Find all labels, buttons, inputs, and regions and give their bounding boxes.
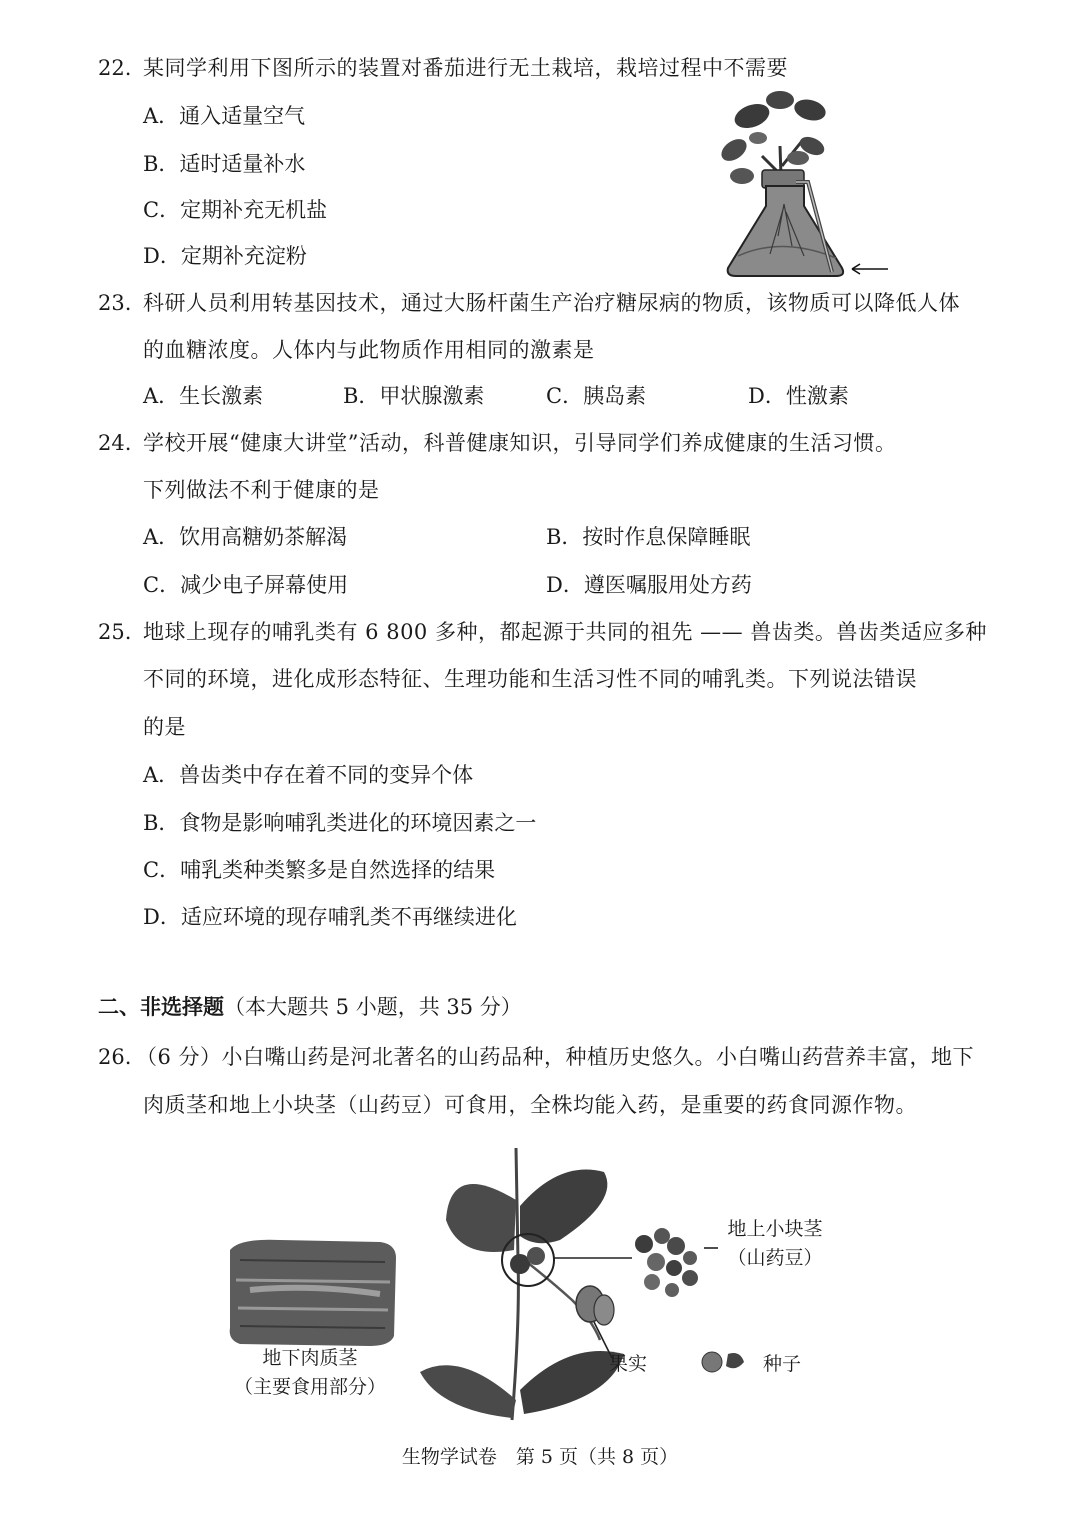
q25-option-c: C．哺乳类种类繁多是自然选择的结果 (143, 858, 496, 882)
q26-stem-line-2: 肉质茎和地上小块茎（山药豆）可食用，全株均能入药，是重要的药食同源作物。 (143, 1093, 917, 1117)
q24-option-c: C．减少电子屏幕使用 (143, 573, 349, 597)
section-2-title: 二、非选择题 (98, 995, 224, 1019)
q23-stem-line-1: 科研人员利用转基因技术，通过大肠杆菌生产治疗糖尿病的物质，该物质可以降低人体 (143, 291, 960, 315)
section-2-header (98, 992, 522, 1022)
label-fruit: 果实 (608, 1353, 647, 1375)
q24-stem-line-1: 学校开展“健康大讲堂”活动，科普健康知识，引导同学们养成健康的生活习惯。 (143, 431, 897, 455)
yam-seed-image (702, 1352, 744, 1372)
q23-option-b: B．甲状腺激素 (343, 384, 485, 408)
label-bulbil-line-2: （山药豆） (727, 1247, 823, 1269)
label-bulbil-line-1: 地上小块茎 (727, 1218, 823, 1240)
q24-option-d: D．遵医嘱服用处方药 (546, 573, 752, 597)
q22-stem: 某同学利用下图所示的装置对番茄进行无土栽培，栽培过程中不需要 (143, 56, 788, 80)
q25-stem-line-2: 不同的环境，进化成形态特征、生理功能和生活习性不同的哺乳类。下列说法错误 (143, 667, 917, 691)
section-2-note: （本大题共 5 小题，共 35 分） (224, 995, 522, 1019)
q22-option-c: C．定期补充无机盐 (143, 198, 328, 222)
q22-option-b: B．适时适量补水 (143, 152, 306, 176)
q25-stem-line-1: 地球上现存的哺乳类有 6 800 多种，都起源于共同的祖先 —— 兽齿类。兽齿类适应多种 (143, 620, 987, 644)
hydroponic-flask-figure (712, 86, 892, 282)
q23-option-a: A．生长激素 (143, 384, 264, 408)
yam-fruit-image (576, 1286, 614, 1325)
q23-option-c: C．胰岛素 (546, 384, 647, 408)
q23-number: 23. (98, 291, 132, 315)
q24-option-b: B．按时作息保障睡眠 (546, 525, 751, 549)
label-tuber-line-2: （主要食用部分） (233, 1376, 386, 1398)
yam-bulbil-image (635, 1228, 698, 1297)
q23-option-d: D．性激素 (748, 384, 849, 408)
q24-option-a: A．饮用高糖奶茶解渴 (143, 525, 348, 549)
page-footer: 生物学试卷 第 5 页（共 8 页） (401, 1446, 679, 1468)
q22-option-a: A．通入适量空气 (143, 104, 306, 128)
q22-number: 22. (98, 56, 132, 80)
q23-stem-line-2: 的血糖浓度。人体内与此物质作用相同的激素是 (143, 338, 595, 362)
q22-option-d: D．定期补充淀粉 (143, 244, 307, 268)
q25-option-d: D．适应环境的现存哺乳类不再继续进化 (143, 905, 517, 929)
label-seed: 种子 (762, 1353, 801, 1375)
label-tuber-line-1: 地下肉质茎 (262, 1347, 358, 1369)
q25-option-a: A．兽齿类中存在着不同的变异个体 (143, 763, 474, 787)
q25-option-b: B．食物是影响哺乳类进化的环境因素之一 (143, 811, 537, 835)
q25-stem-line-3: 的是 (143, 715, 186, 739)
yam-tuber-image (230, 1240, 396, 1346)
q25-number: 25. (98, 620, 132, 644)
q24-number: 24. (98, 431, 132, 455)
q26-stem-line-1: （6 分）小白嘴山药是河北著名的山药品种，种植历史悠久。小白嘴山药营养丰富，地下 (136, 1045, 975, 1069)
q24-stem-line-2: 下列做法不利于健康的是 (143, 478, 380, 502)
q26-number: 26. (98, 1045, 132, 1069)
